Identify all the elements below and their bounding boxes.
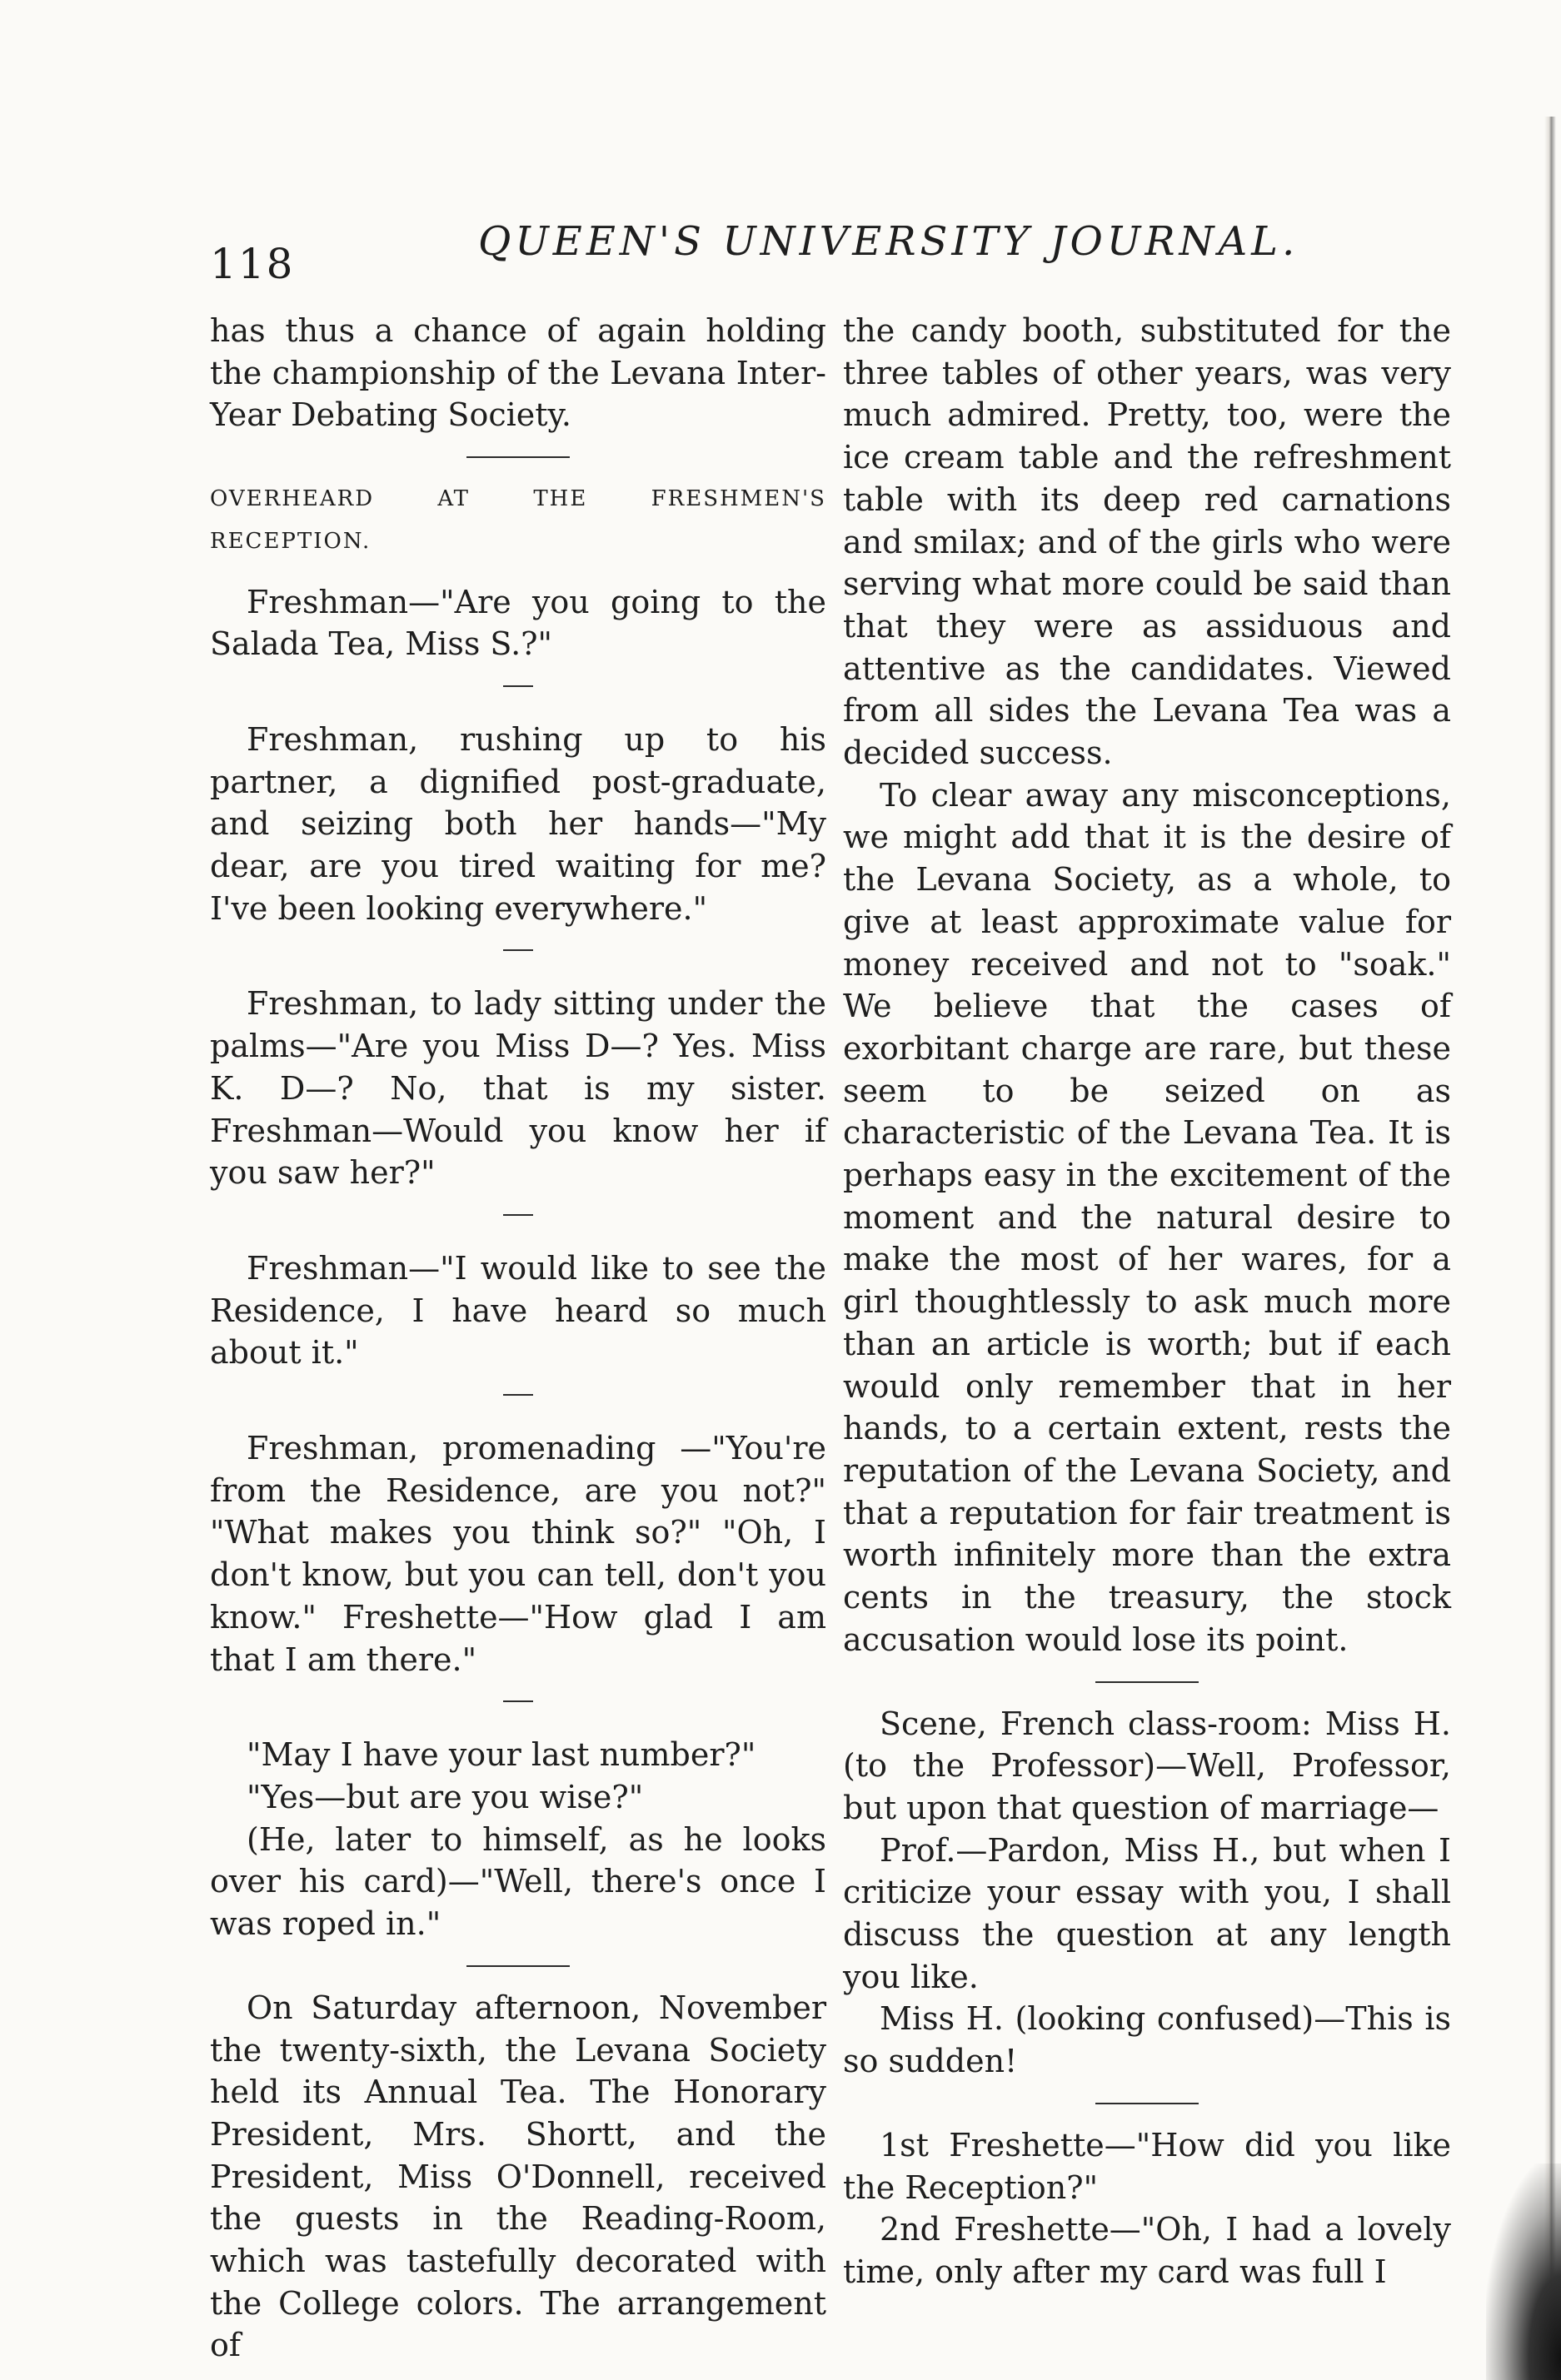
- scan-blot: [1486, 2163, 1561, 2380]
- right-column: [843, 310, 1451, 2293]
- section-divider: [1095, 1681, 1199, 1683]
- paragraph: 1st Freshette—"How did you like the Reception?": [843, 2126, 1451, 2206]
- paragraph: Freshman—"I would like to see the Residence, I have heard so much about it.": [210, 1249, 826, 1372]
- paragraph: has thus a chance of again holding the championship of the Levana Inter-Year Debating Society.: [210, 312, 826, 434]
- page-number: 118: [210, 240, 295, 288]
- section-divider: [466, 456, 570, 458]
- paragraph: On Saturday afternoon, November the twenty-sixth, the Levana Society held its Annual Tea. The Honorary President, Mrs. Shortt, and the President, Miss O'Donnell, received the guests in the Reading-Room, which was tastefully decorated with the College colors. The arrangement of: [210, 1989, 826, 2364]
- paragraph: Miss H. (looking confused)—This is so sudden!: [843, 2000, 1451, 2080]
- dash-divider: [503, 1700, 533, 1702]
- dash-divider: [503, 1214, 533, 1216]
- paragraph: (He, later to himself, as he looks over his card)—"Well, there's once I was roped in.": [210, 1820, 826, 1943]
- paragraph: Prof.—Pardon, Miss H., but when I criticize your essay with you, I shall discuss the question at any length you like.: [843, 1831, 1451, 1995]
- paragraph: Freshman, promenading —"You're from the Residence, are you not?" "What makes you think so?" "Oh, I don't know, but you can tell, don't you know." Freshette—"How glad I am that I am there.": [210, 1430, 826, 1678]
- section-divider: [1095, 2103, 1199, 2104]
- section-heading: OVERHEARD AT THE FRESHMEN'S RECEPTION.: [210, 486, 826, 554]
- paragraph: Freshman—"Are you going to the Salada Tea, Miss S.?": [210, 583, 826, 663]
- paragraph: To clear away any misconceptions, we might add that it is the desire of the Levana Society, as a whole, to give at least approximate value for money received and not to "soak." We believe that the cases of exorbitant charge are rare, but these seem to be seized on as characteristic of the Levana Tea. It is perhaps easy in the excitement of the moment and the natural desire to make the most of her wares, for a girl thoughtlessly to ask much more than an article is worth; but if each would only remember that in her hands, to a certain extent, rests the reputation of the Levana Society, and that a reputation for fair treatment is worth infinitely more than the extra cents in the treasury, the stock accusation would lose its point.: [843, 776, 1451, 1658]
- dash-divider: [503, 1394, 533, 1396]
- running-head: QUEEN'S UNIVERSITY JOURNAL.: [478, 218, 1299, 265]
- paragraph: Scene, French class-room: Miss H. (to the Professor)—Well, Professor, but upon that question of marriage—: [843, 1705, 1451, 1826]
- page-edge-shadow: [1544, 117, 1556, 2365]
- paragraph: "May I have your last number?": [247, 1736, 756, 1774]
- paragraph: Freshman, to lady sitting under the palms—"Are you Miss D—? Yes. Miss K. D—? No, that is my sister. Freshman—Would you know her if you saw her?": [210, 985, 826, 1192]
- section-divider: [466, 1965, 570, 1967]
- paragraph: "Yes—but are you wise?": [247, 1778, 644, 1815]
- paragraph: 2nd Freshette—"Oh, I had a lovely time, only after my card was full I: [843, 2211, 1451, 2290]
- dash-divider: [503, 949, 533, 951]
- spacer: [210, 563, 826, 581]
- dash-divider: [503, 685, 533, 687]
- paragraph: the candy booth, substituted for the three tables of other years, was very much admired. Pretty, too, were the ice cream table and the refreshment table with its deep red carnations and smilax; and of the girls who were serving what more could be said than that they were as assiduous and attentive as the candidates. Viewed from all sides the Levana Tea was a decided success.: [843, 312, 1451, 772]
- left-column: [210, 310, 826, 2367]
- paragraph: Freshman, rushing up to his partner, a dignified post-graduate, and seizing both her hands—"My dear, are you tired waiting for me? I've been looking everywhere.": [210, 720, 826, 927]
